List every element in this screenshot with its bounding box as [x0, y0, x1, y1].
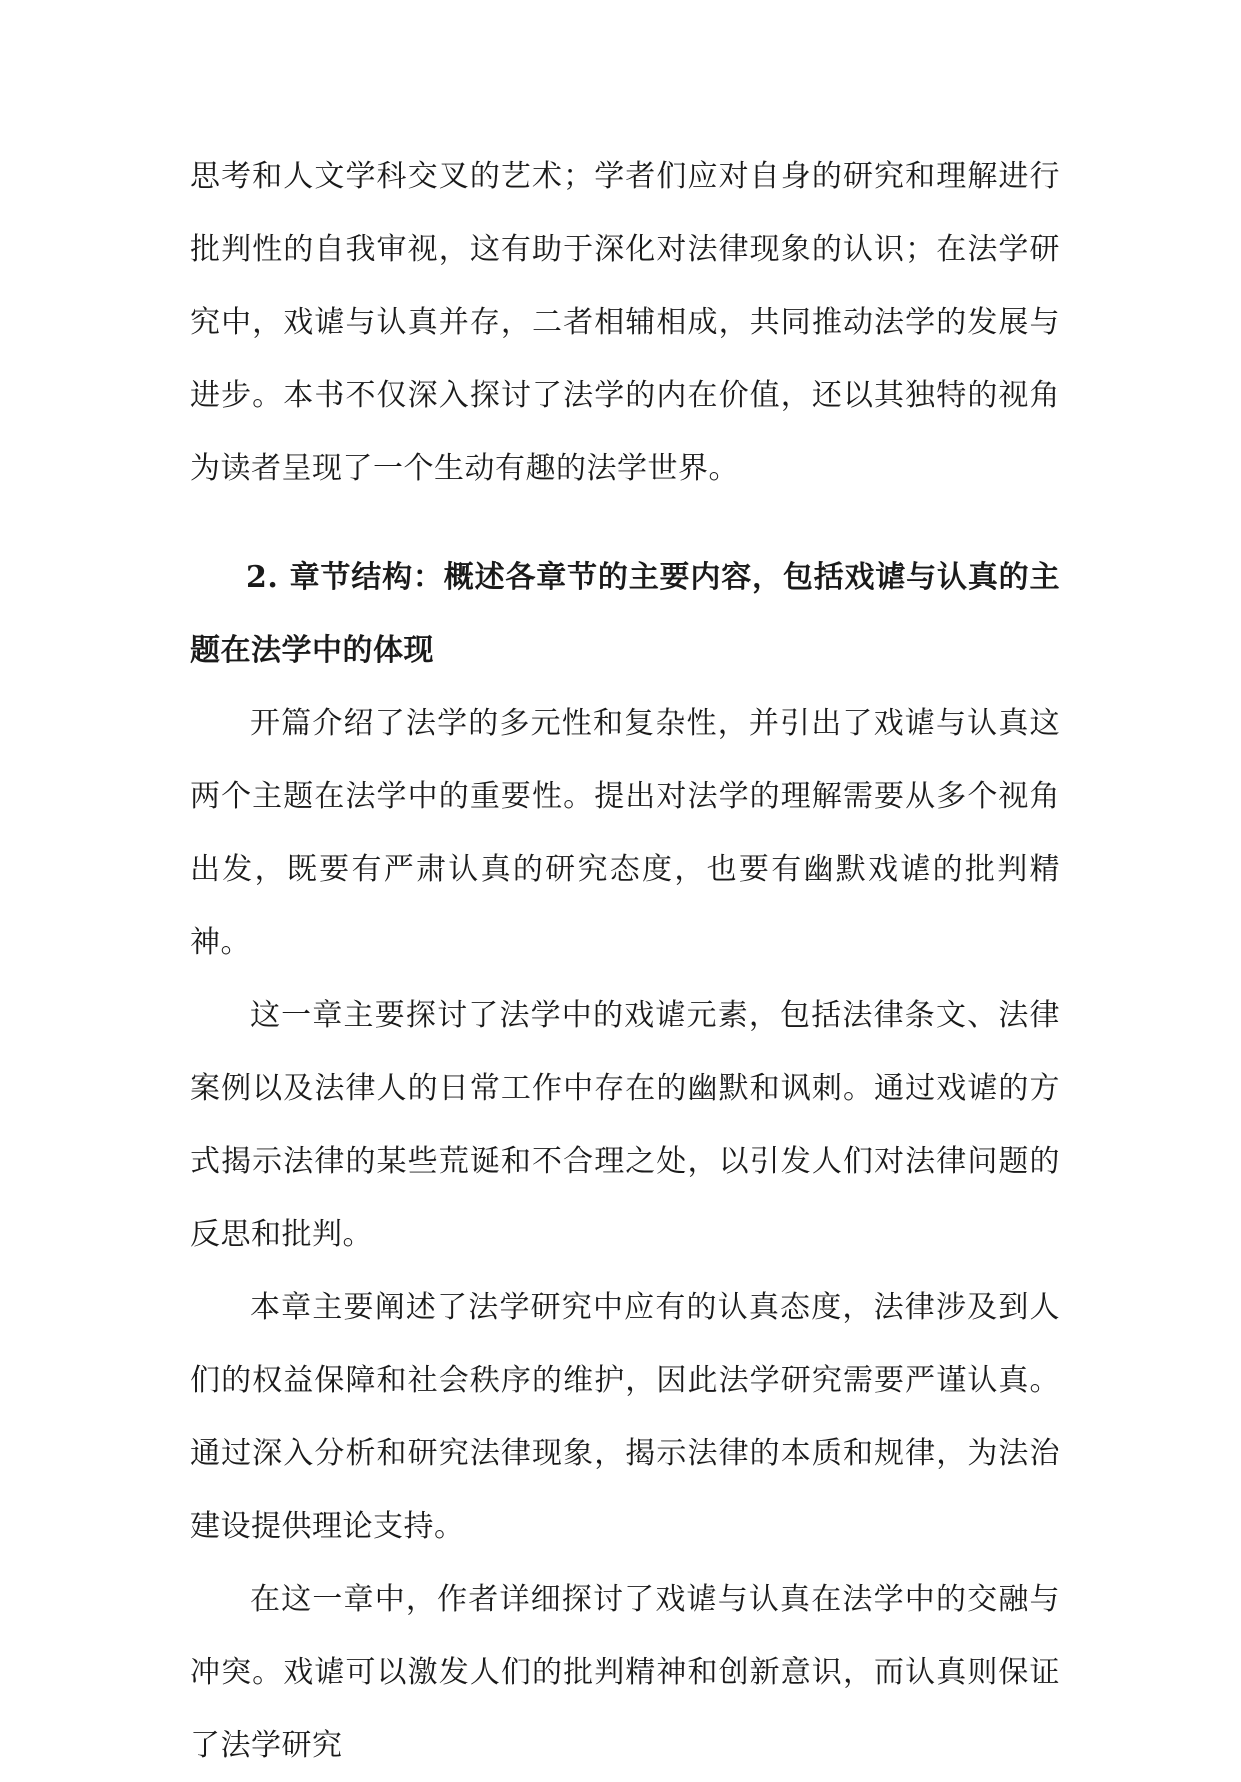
paragraph-earnest-chapter: 本章主要阐述了法学研究中应有的认真态度，法律涉及到人们的权益保障和社会秩序的维护，因此法学研究需要严谨认真。通过深入分析和研究法律现象，揭示法律的本质和规律，为法治建设提供理论支持。 [190, 1290, 1060, 1544]
section-number: 2. [246, 560, 279, 595]
paragraph-opening: 开篇介绍了法学的多元性和复杂性，并引出了戏谑与认真这两个主题在法学中的重要性。提出对法学的理解需要从多个视角出发，既要有严肃认真的研究态度，也要有幽默戏谑的批判精神。 [190, 706, 1060, 960]
document-page [190, 140, 1060, 1782]
paragraph-intro-continued: 思考和人文学科交叉的艺术；学者们应对自身的研究和理解进行批判性的自我审视，这有助于深化对法律现象的认识；在法学研究中，戏谑与认真并存，二者相辅相成，共同推动法学的发展与进步。本书不仅深入探讨了法学的内在价值，还以其独特的视角为读者呈现了一个生动有趣的法学世界。 [190, 159, 1060, 486]
section-heading [190, 541, 1060, 687]
section-title: 章节结构：概述各章节的主要内容，包括戏谑与认真的主题在法学中的体现 [190, 560, 1060, 668]
paragraph-fusion-chapter: 在这一章中，作者详细探讨了戏谑与认真在法学中的交融与冲突。戏谑可以激发人们的批判精神和创新意识，而认真则保证了法学研究 [190, 1582, 1060, 1763]
paragraph-jest-chapter: 这一章主要探讨了法学中的戏谑元素，包括法律条文、法律案例以及法律人的日常工作中存在的幽默和讽刺。通过戏谑的方式揭示法律的某些荒诞和不合理之处，以引发人们对法律问题的反思和批判。 [190, 998, 1060, 1252]
